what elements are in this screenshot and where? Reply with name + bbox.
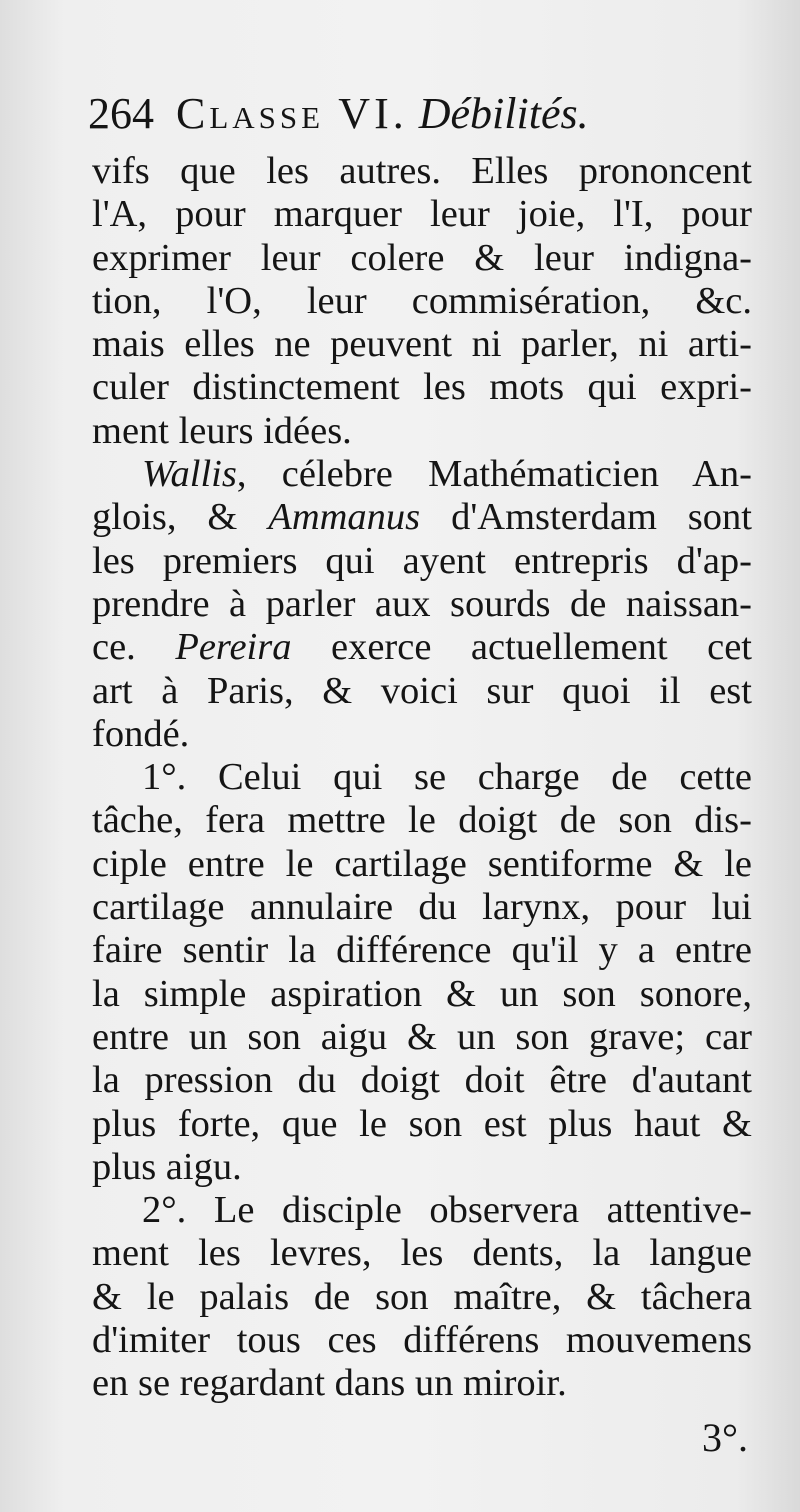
text-line: cartilage annulaire du larynx, pour lui bbox=[92, 886, 752, 929]
running-header bbox=[88, 86, 748, 142]
text-line: 2°. Le disciple observera attentive- bbox=[142, 1189, 752, 1232]
paragraph bbox=[92, 453, 752, 756]
text-line: l'A, pour marquer leur joie, l'I, pour bbox=[92, 193, 752, 236]
text-line: culer distinctement les mots qui expri- bbox=[92, 366, 752, 409]
text-line: fondé. bbox=[92, 712, 190, 755]
text-line: faire sentir la différence qu'il y a entre bbox=[92, 929, 752, 972]
text-line: tion, l'O, leur commisération, &c. bbox=[92, 279, 752, 322]
text-line: plus forte, que le son est plus haut & bbox=[92, 1102, 752, 1145]
text-line: vifs que les autres. Elles prononcent bbox=[92, 150, 752, 192]
body-text bbox=[92, 150, 752, 1406]
paragraph bbox=[92, 1189, 752, 1405]
text-line: en se regardant dans un miroir. bbox=[92, 1362, 567, 1405]
text-line: 1°. Celui qui se charge de cette bbox=[142, 756, 752, 799]
text-line: plus aigu. bbox=[92, 1145, 242, 1188]
text-line: les premiers qui ayent entrepris d'ap- bbox=[92, 539, 752, 582]
text-line: ce. Pereira exerce actuellement cet bbox=[92, 626, 752, 669]
text-line: prendre à parler aux sourds de naissan- bbox=[92, 582, 752, 625]
text-line: la simple aspiration & un son sonore, bbox=[92, 972, 752, 1015]
text-line: mais elles ne peuvent ni parler, ni arti- bbox=[92, 323, 752, 366]
text-line: ment leurs idées. bbox=[92, 409, 352, 452]
catchword: 3°. bbox=[702, 1415, 748, 1460]
paragraph bbox=[92, 756, 752, 1189]
text-line: ment les levres, les dents, la langue bbox=[92, 1232, 752, 1275]
class-label: Classe VI. bbox=[176, 89, 408, 138]
text-line: tâche, fera mettre le doigt de son dis- bbox=[92, 799, 752, 842]
text-line: glois, & Ammanus d'Amsterdam sont bbox=[92, 496, 752, 539]
section-title: Débilités. bbox=[418, 89, 589, 138]
text-line: Wallis, célebre Mathématicien An- bbox=[142, 453, 752, 496]
text-line: & le palais de son maître, & tâchera bbox=[92, 1275, 752, 1318]
text-line: entre un son aigu & un son grave; car bbox=[92, 1015, 752, 1058]
text-line: d'imiter tous ces différens mouvemens bbox=[92, 1319, 752, 1362]
text-line: la pression du doigt doit être d'autant bbox=[92, 1059, 752, 1102]
paragraph bbox=[92, 150, 752, 453]
text-line: exprimer leur colere & leur indigna- bbox=[92, 236, 752, 279]
text-line: ciple entre le cartilage sentiforme & le bbox=[92, 842, 752, 885]
page-number: 264 bbox=[88, 89, 154, 138]
text-line: art à Paris, & voici sur quoi il est bbox=[92, 669, 752, 712]
